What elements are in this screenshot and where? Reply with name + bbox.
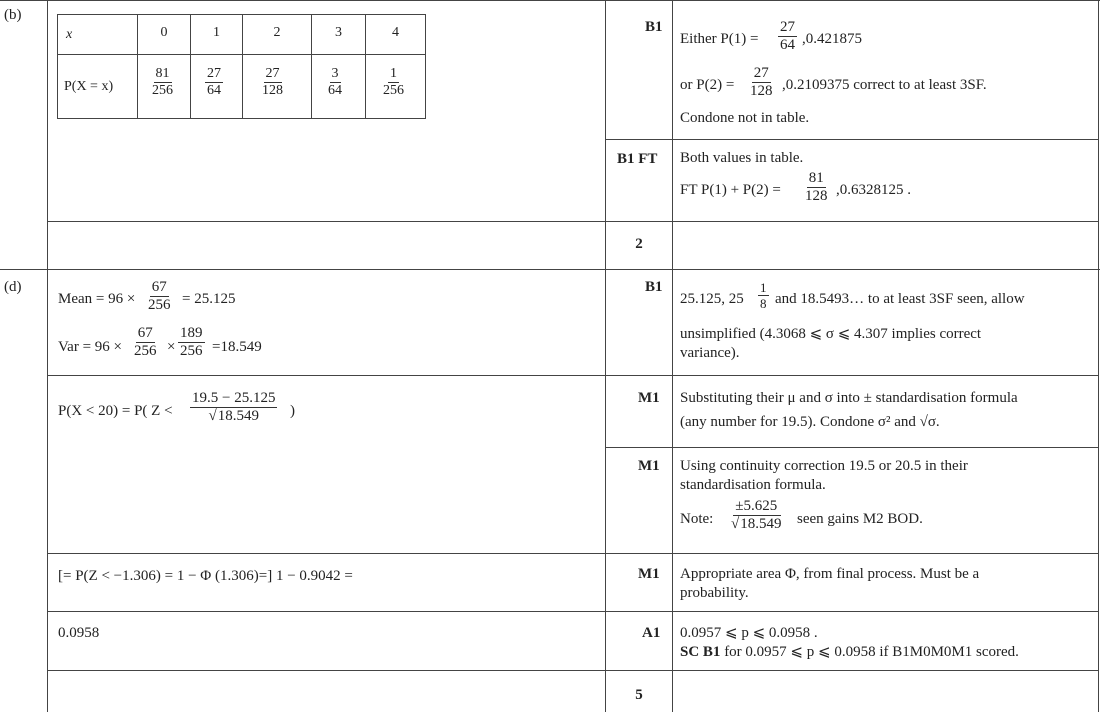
note-b-either-num: 27	[780, 19, 795, 35]
tbl-prob-1	[205, 67, 223, 98]
note-d-note-label: Note:	[680, 511, 714, 527]
mark-b-b1ft: B1 FT	[617, 151, 658, 167]
note-d-m2-line2: standardisation formula.	[680, 477, 826, 493]
note-d-b1-frac	[758, 281, 769, 310]
working-prob-num: 19.5 − 25.125	[192, 390, 276, 406]
rule-d-row4	[47, 611, 1099, 612]
note-d-a1-sc: SC B1	[680, 644, 721, 660]
working-var-num1: 67	[137, 325, 153, 341]
note-b-either-value: ,0.421875	[802, 31, 862, 47]
working-mean-num: 67	[151, 279, 167, 295]
note-d-note-frac	[729, 499, 783, 532]
note-d-m2-line1: Using continuity correction 19.5 or 20.5 in their	[680, 458, 968, 474]
note-d-m1-line1: Substituting their μ and σ into ± standardisation formula	[680, 390, 1018, 406]
working-area-line: [= P(Z < −1.306) = 1 − Φ (1.306)=] 1 − 0.9042 =	[58, 568, 353, 584]
tbl-x-2: 2	[273, 25, 281, 40]
rule-col2	[605, 0, 606, 712]
tbl-x-0: 0	[160, 25, 168, 40]
working-var-frac1	[132, 326, 159, 359]
working-prob-den-radicand: 18.549	[217, 408, 259, 424]
note-b-ft-value: ,0.6328125 .	[836, 182, 911, 198]
mark-d-m1c: M1	[638, 566, 660, 582]
tbl-prob-1-num: 27	[207, 66, 221, 81]
working-var-times: ×	[167, 339, 176, 355]
rule-col3	[672, 0, 673, 712]
rule-col1	[47, 0, 48, 712]
working-final: 0.0958	[58, 625, 100, 641]
note-b-both: Both values in table.	[680, 150, 804, 166]
note-d-b1-frac-num: 1	[760, 280, 767, 295]
note-b-ft-frac	[803, 171, 830, 204]
rule-d-row1	[47, 375, 1099, 376]
note-b-ft-den: 128	[805, 188, 828, 204]
tbl-prob-3-den: 64	[328, 83, 342, 98]
rule-right	[1098, 0, 1099, 712]
tbl-prob-4-num: 1	[390, 66, 397, 81]
tbl-x-1: 1	[213, 25, 220, 40]
note-b-ft: FT P(1) + P(2) =	[680, 182, 781, 198]
note-b-either-prefix: Either P(1) =	[680, 31, 759, 47]
working-var-den1: 256	[134, 343, 157, 359]
note-b-or-frac	[748, 66, 775, 99]
working-var-result: =18.549	[212, 339, 262, 355]
tbl-x-3: 3	[335, 25, 342, 40]
mark-d-b1: B1	[645, 279, 663, 295]
part-d-label: (d)	[4, 279, 22, 295]
tbl-v6	[425, 14, 426, 119]
note-b-either-den: 64	[780, 37, 795, 53]
note-d-note-num: ±5.625	[735, 498, 778, 514]
note-b-or: or P(2) =	[680, 77, 735, 93]
tbl-prob-0-num: 81	[155, 66, 170, 81]
note-d-b1-line3: variance).	[680, 345, 740, 361]
working-prob-prefix: P(X < 20) = P( Z <	[58, 403, 173, 419]
rule-b-row2	[47, 221, 1099, 222]
note-b-or-num: 27	[753, 65, 769, 81]
mark-d-a1: A1	[642, 625, 661, 641]
rule-b-row1	[605, 139, 1099, 140]
tbl-prob-2-den: 128	[262, 83, 283, 98]
note-b-either	[680, 32, 758, 47]
tbl-prob-0-den: 256	[152, 83, 173, 98]
tbl-prob-2	[260, 67, 285, 98]
tbl-prob-4-den: 256	[383, 83, 404, 98]
note-d-note-den: √18.549	[731, 516, 782, 532]
note-b-or-value: ,0.2109375 correct to at least 3SF.	[782, 77, 987, 93]
mark-d-total: 5	[635, 687, 643, 703]
tbl-head-x: x	[66, 27, 73, 42]
tbl-prob-1-den: 64	[207, 83, 221, 98]
note-d-b1-a: 25.125, 25	[680, 291, 744, 307]
note-d-b1-frac-den: 8	[760, 296, 767, 311]
working-mean-den: 256	[148, 297, 171, 313]
working-prob-den: √18.549	[208, 408, 259, 424]
note-d-b1-b: and 18.5493… to at least 3SF seen, allow	[775, 291, 1025, 307]
note-d-b1-line2: unsimplified (4.3068 ⩽ σ ⩽ 4.307 implies correct	[680, 326, 982, 342]
mark-d-m1b: M1	[638, 458, 660, 474]
tbl-v0	[57, 14, 58, 119]
note-d-note-after: seen gains M2 BOD.	[797, 511, 923, 527]
mark-b-b1: B1	[645, 19, 663, 35]
rule-d-row2	[605, 447, 1099, 448]
rule-b-end	[0, 269, 1100, 270]
part-b-label: (b)	[4, 7, 22, 23]
note-b-ft-num: 81	[808, 170, 824, 186]
tbl-prob-0	[150, 67, 175, 98]
note-b-or-den: 128	[750, 83, 773, 99]
rule-top	[0, 0, 1100, 1]
note-d-m3-line2: probability.	[680, 585, 749, 601]
note-d-a1-line1: 0.0957 ⩽ p ⩽ 0.0958 .	[680, 625, 818, 641]
working-var-prefix: Var = 96 ×	[58, 339, 122, 355]
mark-d-m1a: M1	[638, 390, 660, 406]
rule-d-row3	[47, 553, 1099, 554]
note-b-either-frac	[778, 20, 797, 53]
note-b-condone: Condone not in table.	[680, 110, 810, 126]
working-prob-close: )	[290, 403, 295, 419]
tbl-prob-4	[381, 67, 406, 98]
working-var-den2: 256	[180, 343, 203, 359]
mark-b-total: 2	[635, 236, 643, 252]
note-d-note-den-radicand: 18.549	[740, 516, 782, 532]
tbl-prob-3	[326, 67, 344, 98]
tbl-prob-3-num: 3	[331, 66, 339, 81]
working-var-frac2	[178, 326, 205, 359]
note-d-m3-line1: Appropriate area Φ, from final process. Must be a	[680, 566, 980, 582]
note-d-a1-line2	[680, 645, 1019, 660]
working-mean-prefix: Mean = 96 ×	[58, 291, 136, 307]
rule-d-row5	[47, 670, 1099, 671]
working-var-num2: 189	[180, 325, 203, 341]
working-mean-result: = 25.125	[182, 291, 236, 307]
note-d-m1-line2: (any number for 19.5). Condone σ² and √σ.	[680, 414, 940, 430]
note-d-a1-text: for 0.0957 ⩽ p ⩽ 0.0958 if B1M0M0M1 scored.	[724, 644, 1019, 660]
tbl-prob-2-num: 27	[265, 66, 280, 81]
working-prob-frac	[190, 391, 277, 424]
tbl-head-p: P(X = x)	[64, 79, 114, 94]
working-mean-frac	[146, 280, 173, 313]
tbl-x-4: 4	[392, 25, 399, 40]
